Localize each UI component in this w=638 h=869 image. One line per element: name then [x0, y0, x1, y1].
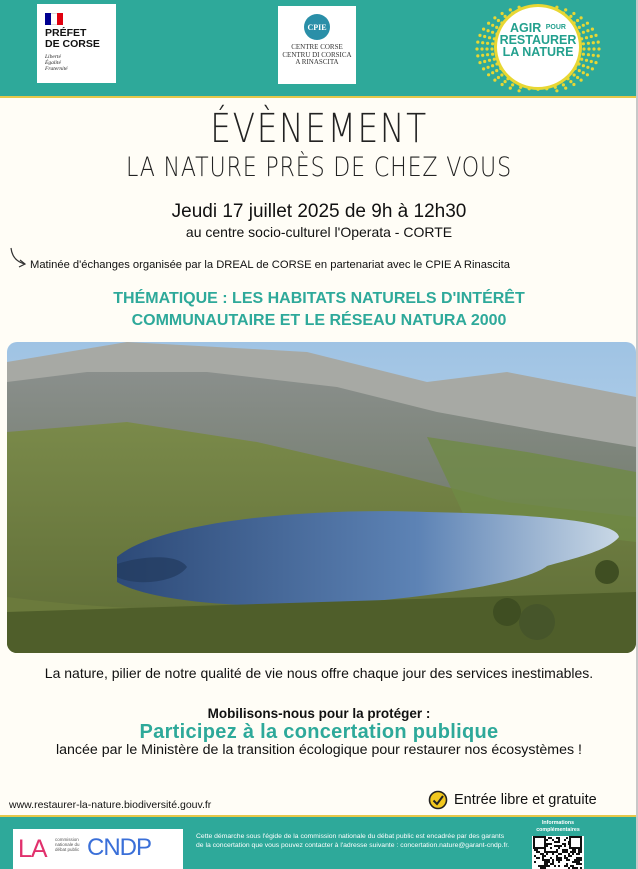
prefet-corse-logo — [37, 4, 116, 83]
lancee-paragraph: lancée par le Ministère de la transition écologique pour restaurer nos écosystèmes ! — [55, 742, 582, 758]
cndp-wordmark: CNDP — [87, 834, 152, 861]
cndp-la: LA — [18, 835, 47, 863]
footer-notice: Cette démarche sous l'égide de la commission nationale du débat public est encadrée par des garants de la concertation que vous pouvez contacter à l'adresse suivante : concertation.nature@garant-cndp.fr. — [196, 833, 510, 849]
prefet-title: PRÉFET DE CORSE — [45, 27, 100, 50]
cpie-mark-icon: CPIE — [304, 14, 330, 40]
nature-paragraph: La nature, pilier de notre qualité de vie nous offre chaque jour des services inestimables. — [44, 665, 594, 681]
header-divider — [0, 96, 638, 98]
agir-line1: AGIR — [510, 21, 542, 35]
participez-heading: Participez à la concertation publique — [139, 721, 499, 743]
prefet-motto: Liberté Égalité Fraternité — [45, 54, 68, 72]
website-link[interactable]: www.restaurer-la-nature.biodiversité.gouv.fr — [9, 799, 212, 811]
event-date: Jeudi 17 juillet 2025 de 9h à 12h30 — [171, 201, 467, 222]
event-title: ÉVÈNEMENT — [210, 106, 428, 152]
entree-label: Entrée libre et gratuite — [454, 792, 597, 808]
event-subtitle: LA NATURE PRÈS DE CHEZ VOUS — [126, 152, 512, 183]
cndp-logo — [13, 829, 183, 869]
mobilisons-heading: Mobilisons-nous pour la protéger : — [207, 706, 431, 721]
event-place: au centre socio-culturel l'Operata - CORTE — [185, 224, 453, 240]
agir-pour: POUR — [545, 24, 566, 31]
cpie-logo — [278, 6, 356, 84]
qr-code-icon[interactable] — [532, 836, 584, 869]
matinee-description: Matinée d'échanges organisée par la DREAL de CORSE en partenariat avec le CPIE A Rinascita — [30, 259, 510, 271]
french-flag-icon — [45, 13, 63, 25]
event-theme: THÉMATIQUE : LES HABITATS NATURELS D'INTÉRÊT COMMUNAUTAIRE ET LE RÉSEAU NATURA 2000 — [113, 290, 525, 329]
cpie-name: CENTRE CORSE CENTRU DI CORSICA A RINASCITA — [282, 43, 352, 66]
arrow-icon — [9, 247, 29, 269]
check-circle-icon — [428, 790, 448, 810]
qr-label: Informations complémentaires — [536, 820, 580, 833]
cndp-subtitle: commission nationale du débat public — [55, 837, 80, 852]
entree-badge — [428, 790, 597, 810]
agir-line3: LA NATURE — [502, 45, 574, 59]
mountain-lake-photo — [7, 342, 636, 653]
agir-logo-text — [494, 22, 582, 58]
agir-line2: RESTAURER — [499, 33, 577, 47]
